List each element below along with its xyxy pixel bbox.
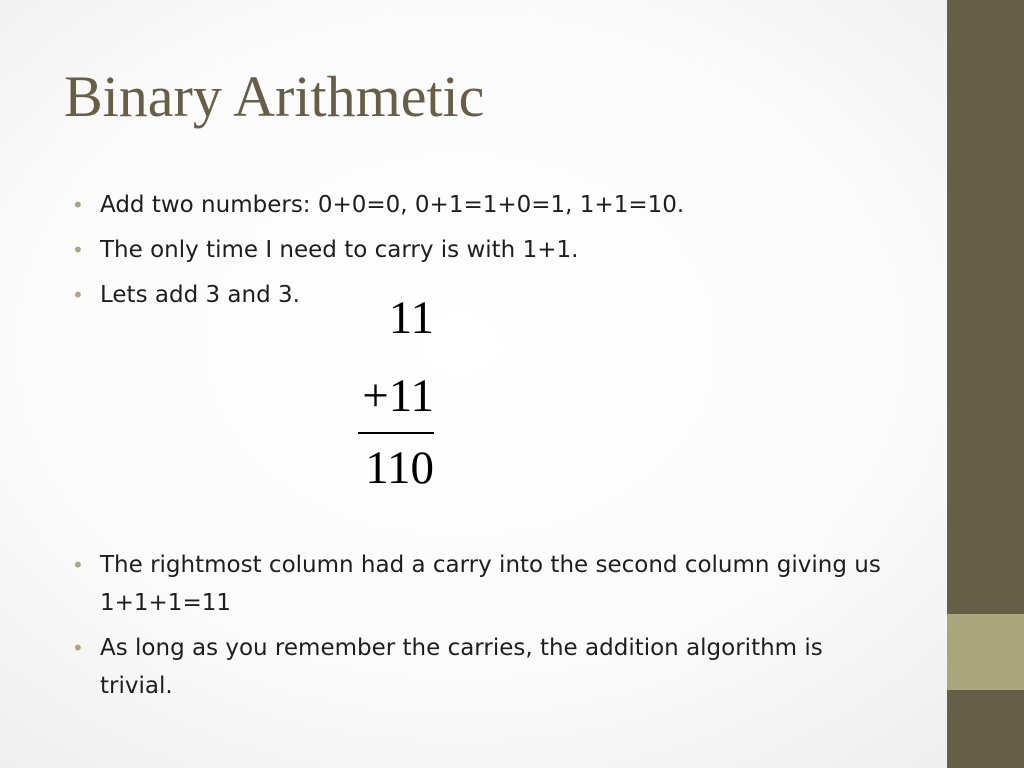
binary-addition-example	[350, 290, 434, 496]
bullet-list-bottom	[72, 546, 902, 712]
second-operand: +11	[362, 370, 434, 422]
slide-title: Binary Arithmetic	[64, 64, 485, 129]
bullet-item	[72, 231, 912, 269]
bullet-item	[72, 629, 902, 705]
bullet-item	[72, 546, 902, 622]
bullet-text: Add two numbers: 0+0=0, 0+1=1+0=1, 1+1=10.	[100, 192, 685, 218]
bullet-dot-icon: •	[72, 553, 84, 577]
bullet-list-top	[72, 186, 912, 321]
bullet-dot-icon: •	[72, 283, 84, 307]
bullet-dot-icon: •	[72, 238, 84, 262]
side-decor-accent	[947, 614, 1024, 690]
sum-rule-line	[358, 432, 434, 434]
bullet-text: The only time I need to carry is with 1+1.	[100, 237, 579, 263]
bullet-text: The rightmost column had a carry into the second column giving us 1+1+1=11	[100, 552, 881, 616]
sum-result: 110	[365, 442, 434, 494]
bullet-item	[72, 276, 912, 314]
bullet-dot-icon: •	[72, 193, 84, 217]
bullet-text: Lets add 3 and 3.	[100, 282, 300, 308]
first-operand: 11	[388, 292, 434, 344]
bullet-item	[72, 186, 912, 224]
bullet-text: As long as you remember the carries, the addition algorithm is trivial.	[100, 635, 823, 699]
bullet-dot-icon: •	[72, 636, 84, 660]
